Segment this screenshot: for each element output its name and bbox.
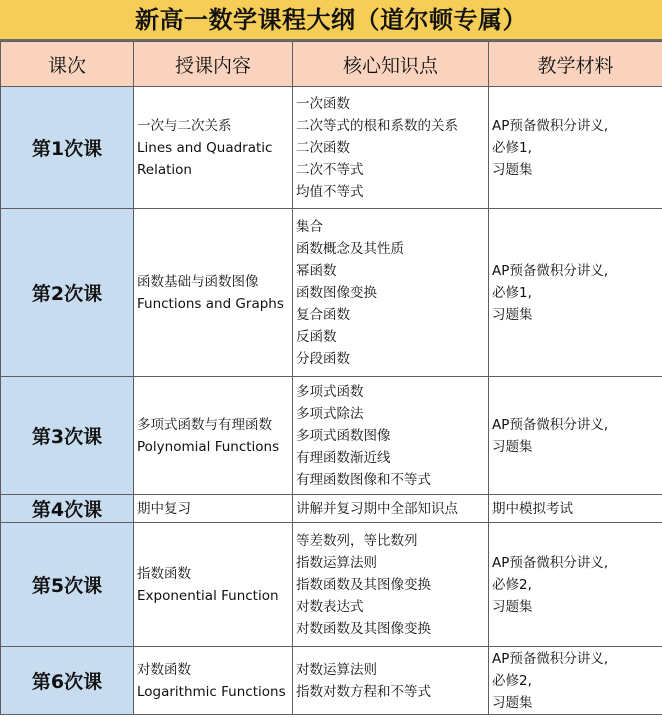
materials-line: AP预备微积分讲义, bbox=[492, 262, 609, 279]
materials-line: 习题集 bbox=[492, 306, 533, 323]
materials-line: 习题集 bbox=[492, 694, 533, 711]
page-title: 新高一数学课程大纲（道尔顿专属） bbox=[0, 0, 662, 41]
points-line: 一次函数 bbox=[296, 95, 350, 112]
points-cell bbox=[293, 523, 489, 647]
materials-cell bbox=[489, 87, 662, 209]
points-line: 对数运算法则 bbox=[296, 661, 377, 678]
table-row bbox=[1, 647, 662, 715]
materials-line: 必修1, bbox=[492, 284, 532, 301]
materials-line: 期中模拟考试 bbox=[492, 500, 573, 517]
points-line: 函数概念及其性质 bbox=[296, 240, 404, 257]
points-line: 二次不等式 bbox=[296, 161, 364, 178]
content-line: Lines and Quadratic bbox=[137, 139, 273, 156]
content-cell bbox=[134, 647, 293, 715]
content-cell bbox=[134, 209, 293, 377]
content-line: 多项式函数与有理函数 bbox=[137, 416, 272, 433]
table-row bbox=[1, 209, 662, 377]
points-line: 等差数列，等比数列 bbox=[296, 532, 418, 549]
lesson-cell: 第3次课 bbox=[1, 377, 134, 495]
points-line: 分段函数 bbox=[296, 350, 350, 367]
points-line: 讲解并复习期中全部知识点 bbox=[296, 500, 458, 517]
content-line: Relation bbox=[137, 161, 192, 178]
points-line: 对数表达式 bbox=[296, 598, 364, 615]
points-cell bbox=[293, 209, 489, 377]
materials-line: 必修2, bbox=[492, 672, 532, 689]
points-line: 反函数 bbox=[296, 328, 337, 345]
materials-cell bbox=[489, 377, 662, 495]
content-line: Logarithmic Functions bbox=[137, 683, 286, 700]
header-points: 核心知识点 bbox=[293, 42, 489, 87]
lesson-cell: 第6次课 bbox=[1, 647, 134, 715]
content-cell bbox=[134, 87, 293, 209]
materials-line: AP预备微积分讲义, bbox=[492, 554, 609, 571]
content-line: 对数函数 bbox=[137, 661, 191, 678]
table-row bbox=[1, 87, 662, 209]
points-line: 指数运算法则 bbox=[296, 554, 377, 571]
points-line: 有理函数渐近线 bbox=[296, 449, 391, 466]
points-line: 多项式函数 bbox=[296, 383, 364, 400]
header-materials: 教学材料 bbox=[489, 42, 662, 87]
points-line: 函数图像变换 bbox=[296, 284, 377, 301]
content-line: Exponential Function bbox=[137, 587, 279, 604]
materials-line: 必修1, bbox=[492, 139, 532, 156]
points-line: 指数对数方程和不等式 bbox=[296, 683, 431, 700]
lesson-cell: 第4次课 bbox=[1, 495, 134, 523]
header-lesson: 课次 bbox=[1, 42, 134, 87]
points-line: 复合函数 bbox=[296, 306, 350, 323]
materials-line: 习题集 bbox=[492, 438, 533, 455]
points-line: 指数函数及其图像变换 bbox=[296, 576, 431, 593]
content-line: 一次与二次关系 bbox=[137, 117, 232, 134]
materials-cell bbox=[489, 209, 662, 377]
syllabus-table bbox=[0, 41, 662, 715]
points-cell bbox=[293, 377, 489, 495]
points-line: 多项式除法 bbox=[296, 405, 364, 422]
points-line: 幂函数 bbox=[296, 262, 337, 279]
content-line: Functions and Graphs bbox=[137, 295, 284, 312]
content-line: 指数函数 bbox=[137, 565, 191, 582]
lesson-cell: 第2次课 bbox=[1, 209, 134, 377]
points-cell bbox=[293, 87, 489, 209]
materials-cell bbox=[489, 523, 662, 647]
points-line: 均值不等式 bbox=[296, 183, 364, 200]
materials-line: AP预备微积分讲义, bbox=[492, 650, 609, 667]
materials-cell bbox=[489, 495, 662, 523]
points-cell bbox=[293, 647, 489, 715]
points-line: 集合 bbox=[296, 218, 323, 235]
table-body bbox=[1, 87, 662, 715]
materials-line: 习题集 bbox=[492, 161, 533, 178]
lesson-cell: 第5次课 bbox=[1, 523, 134, 647]
content-line: Polynomial Functions bbox=[137, 438, 280, 455]
points-line: 二次函数 bbox=[296, 139, 350, 156]
materials-cell bbox=[489, 647, 662, 715]
table-row bbox=[1, 377, 662, 495]
table-row bbox=[1, 523, 662, 647]
materials-line: 习题集 bbox=[492, 598, 533, 615]
points-line: 对数函数及其图像变换 bbox=[296, 620, 431, 637]
header-row bbox=[1, 42, 662, 87]
points-line: 有理函数图像和不等式 bbox=[296, 471, 431, 488]
header-content: 授课内容 bbox=[134, 42, 293, 87]
materials-line: AP预备微积分讲义, bbox=[492, 117, 609, 134]
content-line: 函数基础与函数图像 bbox=[137, 273, 259, 290]
table-row bbox=[1, 495, 662, 523]
materials-line: 必修2, bbox=[492, 576, 532, 593]
points-line: 二次等式的根和系数的关系 bbox=[296, 117, 458, 134]
content-cell bbox=[134, 377, 293, 495]
content-cell bbox=[134, 523, 293, 647]
materials-line: AP预备微积分讲义, bbox=[492, 416, 609, 433]
content-cell bbox=[134, 495, 293, 523]
lesson-cell: 第1次课 bbox=[1, 87, 134, 209]
content-line: 期中复习 bbox=[137, 500, 191, 517]
points-cell bbox=[293, 495, 489, 523]
points-line: 多项式函数图像 bbox=[296, 427, 391, 444]
